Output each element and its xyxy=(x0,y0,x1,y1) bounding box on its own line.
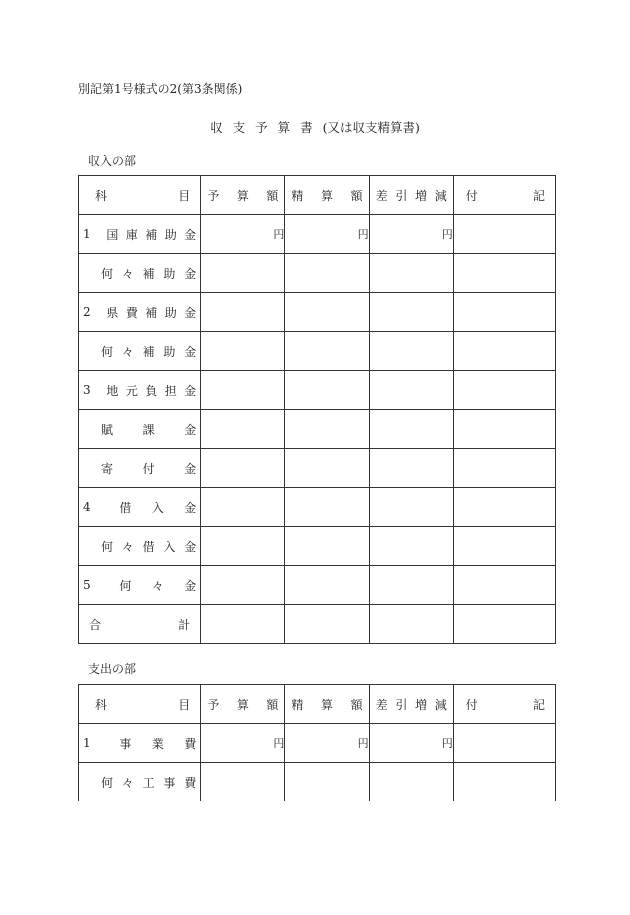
budget-cell xyxy=(201,763,285,802)
yen-unit: 円 xyxy=(369,724,453,763)
notes-cell xyxy=(453,215,555,254)
header-notes xyxy=(453,176,555,215)
notes-cell xyxy=(453,527,555,566)
table-row xyxy=(79,763,556,802)
char: 増 xyxy=(415,697,428,712)
yen-unit: 円 xyxy=(285,724,369,763)
char: 負 xyxy=(145,383,158,398)
yen-unit: 円 xyxy=(369,215,453,254)
char: 助 xyxy=(163,266,176,281)
notes-cell xyxy=(453,293,555,332)
char: 目 xyxy=(178,697,191,712)
char: 地 xyxy=(106,383,119,398)
item-cell xyxy=(79,566,201,605)
settlement-cell xyxy=(285,254,369,293)
header-notes-label xyxy=(454,696,555,713)
item-label xyxy=(79,382,200,399)
yen-unit: 円 xyxy=(201,724,285,763)
header-settlement-label xyxy=(285,187,368,204)
char: 々 xyxy=(121,266,134,281)
item-number: 2 xyxy=(83,305,91,319)
char: 減 xyxy=(434,188,447,203)
item-cell xyxy=(79,763,201,802)
char: 目 xyxy=(178,188,191,203)
form-reference: 別記第1号様式の2(第3条関係) xyxy=(78,82,243,96)
char: 国 xyxy=(106,227,119,242)
header-budget xyxy=(201,685,285,724)
char: 賦 xyxy=(101,422,114,437)
char: 科 xyxy=(95,188,108,203)
header-item-label xyxy=(79,696,200,713)
char: 金 xyxy=(184,383,197,398)
expense-table xyxy=(78,684,556,801)
char: 々 xyxy=(151,578,164,593)
char: 担 xyxy=(164,383,177,398)
item-label xyxy=(79,460,200,477)
char: 金 xyxy=(184,422,197,437)
char: 寄 xyxy=(101,461,114,476)
char: 補 xyxy=(142,266,155,281)
char: 付 xyxy=(465,697,478,712)
table-row xyxy=(79,566,556,605)
item-number: 5 xyxy=(83,578,91,592)
item-label xyxy=(79,616,200,633)
char: 補 xyxy=(145,305,158,320)
header-budget-label xyxy=(201,187,284,204)
budget-cell xyxy=(201,605,285,644)
table-row xyxy=(79,527,556,566)
header-difference-label xyxy=(370,696,453,713)
difference-cell xyxy=(369,254,453,293)
item-label xyxy=(79,538,200,555)
char: 付 xyxy=(465,188,478,203)
item-cell xyxy=(79,724,201,763)
char: 金 xyxy=(184,539,197,554)
char: 助 xyxy=(164,227,177,242)
difference-cell xyxy=(369,293,453,332)
yen-unit: 円 xyxy=(285,215,369,254)
char: 金 xyxy=(184,227,197,242)
document-title xyxy=(0,118,630,136)
budget-cell xyxy=(201,293,285,332)
difference-cell xyxy=(369,527,453,566)
char: 何 xyxy=(101,775,114,790)
notes-cell xyxy=(453,566,555,605)
char: 県 xyxy=(106,305,119,320)
item-cell xyxy=(79,254,201,293)
difference-cell xyxy=(369,449,453,488)
char: 差 xyxy=(375,697,388,712)
item-cell xyxy=(79,527,201,566)
char: 助 xyxy=(163,344,176,359)
char: 借 xyxy=(119,500,132,515)
budget-cell xyxy=(201,332,285,371)
char: 額 xyxy=(350,697,363,712)
char: 金 xyxy=(184,500,197,515)
header-settlement xyxy=(285,176,369,215)
char: 金 xyxy=(184,461,197,476)
char: 費 xyxy=(184,736,197,751)
notes-cell xyxy=(453,449,555,488)
settlement-cell xyxy=(285,371,369,410)
char: 借 xyxy=(142,539,155,554)
item-cell xyxy=(79,293,201,332)
item-label xyxy=(79,421,200,438)
char: 科 xyxy=(95,697,108,712)
char: 元 xyxy=(125,383,138,398)
item-number: 3 xyxy=(83,383,91,397)
difference-cell xyxy=(369,332,453,371)
header-budget-label xyxy=(201,696,284,713)
notes-cell xyxy=(453,332,555,371)
notes-cell xyxy=(453,605,555,644)
settlement-cell xyxy=(285,332,369,371)
table-row xyxy=(79,488,556,527)
char: 課 xyxy=(142,422,155,437)
header-row xyxy=(79,685,556,724)
item-cell xyxy=(79,410,201,449)
item-label xyxy=(79,499,200,516)
char: 金 xyxy=(184,578,197,593)
item-label xyxy=(79,343,200,360)
settlement-cell xyxy=(285,527,369,566)
table-row xyxy=(79,449,556,488)
char: 補 xyxy=(142,344,155,359)
char: 付 xyxy=(142,461,155,476)
title-main: 収支予算書 xyxy=(210,120,323,135)
settlement-cell xyxy=(285,763,369,802)
item-cell xyxy=(79,371,201,410)
char: 引 xyxy=(395,188,408,203)
difference-cell xyxy=(369,488,453,527)
char: 助 xyxy=(164,305,177,320)
char: 精 xyxy=(291,697,304,712)
header-item xyxy=(79,176,201,215)
item-cell xyxy=(79,215,201,254)
difference-cell xyxy=(369,410,453,449)
notes-cell xyxy=(453,410,555,449)
yen-unit: 円 xyxy=(201,215,285,254)
notes-cell xyxy=(453,254,555,293)
char: 金 xyxy=(184,305,197,320)
item-label xyxy=(79,304,200,321)
char: 何 xyxy=(101,539,114,554)
title-sub: (又は収支精算書) xyxy=(322,120,420,135)
char: 々 xyxy=(121,539,134,554)
difference-cell xyxy=(369,605,453,644)
char: 入 xyxy=(151,500,164,515)
notes-cell xyxy=(453,488,555,527)
table-row xyxy=(79,410,556,449)
item-label xyxy=(79,774,200,791)
budget-cell xyxy=(201,371,285,410)
header-settlement xyxy=(285,685,369,724)
settlement-cell xyxy=(285,293,369,332)
char: 々 xyxy=(121,775,134,790)
item-number: 1 xyxy=(83,736,91,750)
char: 額 xyxy=(350,188,363,203)
char: 入 xyxy=(163,539,176,554)
char: 合 xyxy=(89,617,102,632)
header-notes-label xyxy=(454,187,555,204)
header-item-label xyxy=(79,187,200,204)
char: 算 xyxy=(321,188,334,203)
settlement-cell xyxy=(285,605,369,644)
char: 引 xyxy=(395,697,408,712)
settlement-cell xyxy=(285,488,369,527)
item-label xyxy=(79,226,200,243)
budget-cell xyxy=(201,410,285,449)
char: 庫 xyxy=(125,227,138,242)
budget-cell xyxy=(201,488,285,527)
char: 記 xyxy=(532,188,545,203)
budget-cell xyxy=(201,254,285,293)
difference-cell xyxy=(369,763,453,802)
char: 補 xyxy=(145,227,158,242)
char: 算 xyxy=(236,188,249,203)
item-number: 4 xyxy=(83,500,91,514)
header-row xyxy=(79,176,556,215)
char: 々 xyxy=(121,344,134,359)
table-row xyxy=(79,293,556,332)
char: 増 xyxy=(415,188,428,203)
settlement-cell xyxy=(285,566,369,605)
income-section-label: 収入の部 xyxy=(88,154,137,168)
budget-cell xyxy=(201,566,285,605)
char: 事 xyxy=(119,736,132,751)
header-difference xyxy=(369,685,453,724)
item-label xyxy=(79,577,200,594)
char: 予 xyxy=(207,188,220,203)
item-cell xyxy=(79,449,201,488)
header-item xyxy=(79,685,201,724)
char: 工 xyxy=(142,775,155,790)
header-difference xyxy=(369,176,453,215)
char: 何 xyxy=(119,578,132,593)
item-cell xyxy=(79,332,201,371)
char: 業 xyxy=(151,736,164,751)
income-table xyxy=(78,175,556,644)
header-settlement-label xyxy=(285,696,368,713)
notes-cell xyxy=(453,724,555,763)
settlement-cell xyxy=(285,449,369,488)
char: 差 xyxy=(375,188,388,203)
header-difference-label xyxy=(370,187,453,204)
settlement-cell xyxy=(285,410,369,449)
char: 予 xyxy=(207,697,220,712)
char: 額 xyxy=(266,188,279,203)
char: 減 xyxy=(434,697,447,712)
budget-cell xyxy=(201,449,285,488)
header-notes xyxy=(453,685,555,724)
total-row xyxy=(79,605,556,644)
table-row xyxy=(79,215,556,254)
char: 何 xyxy=(101,266,114,281)
notes-cell xyxy=(453,763,555,802)
char: 額 xyxy=(266,697,279,712)
item-label xyxy=(79,265,200,282)
char: 金 xyxy=(184,344,197,359)
budget-cell xyxy=(201,527,285,566)
char: 金 xyxy=(184,266,197,281)
table-row xyxy=(79,332,556,371)
char: 計 xyxy=(178,617,191,632)
char: 記 xyxy=(532,697,545,712)
item-number: 1 xyxy=(83,227,91,241)
item-label xyxy=(79,735,200,752)
header-budget xyxy=(201,176,285,215)
table-row xyxy=(79,254,556,293)
item-cell xyxy=(79,605,201,644)
char: 費 xyxy=(125,305,138,320)
table-row xyxy=(79,371,556,410)
char: 事 xyxy=(163,775,176,790)
table-row xyxy=(79,724,556,763)
char: 精 xyxy=(291,188,304,203)
item-cell xyxy=(79,488,201,527)
notes-cell xyxy=(453,371,555,410)
difference-cell xyxy=(369,566,453,605)
char: 何 xyxy=(101,344,114,359)
difference-cell xyxy=(369,371,453,410)
char: 算 xyxy=(321,697,334,712)
expense-section-label: 支出の部 xyxy=(88,662,137,676)
char: 算 xyxy=(236,697,249,712)
char: 費 xyxy=(184,775,197,790)
